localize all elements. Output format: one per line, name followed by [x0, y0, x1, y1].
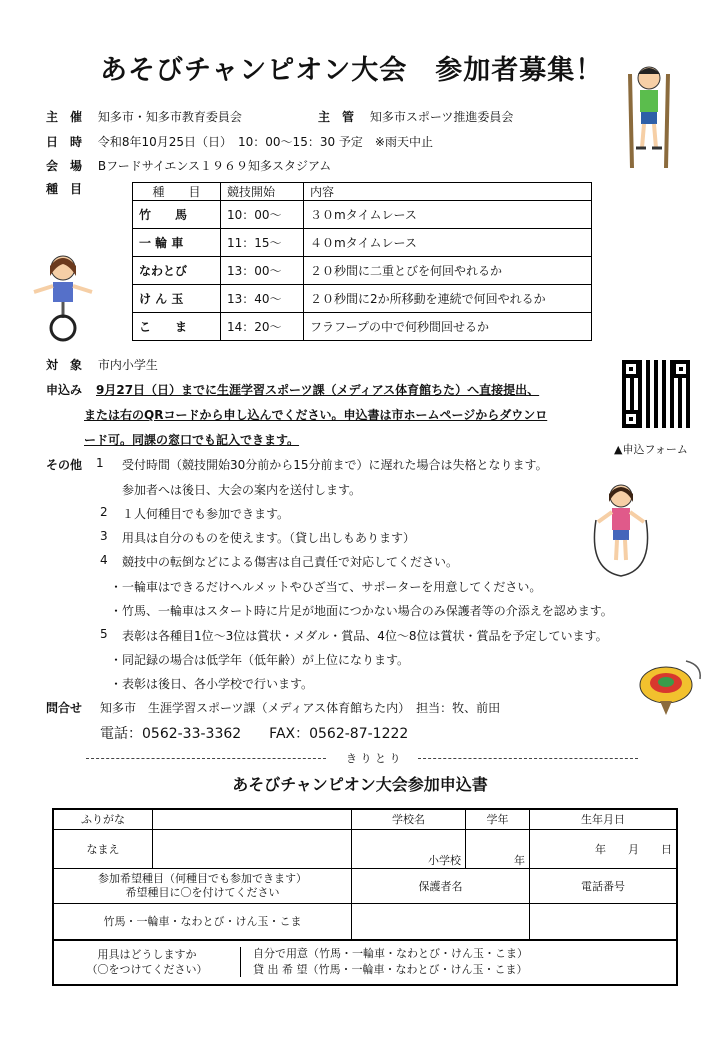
page-title: あそびチャンピオン大会 参加者募集！	[100, 55, 604, 86]
wish-options[interactable]: 竹馬・一輪車・なわとび・けん玉・こま	[53, 903, 352, 940]
birth-format: 年 月 日	[595, 842, 672, 856]
jump-rope-kid-illustration	[588, 480, 654, 580]
equipment-question	[58, 947, 241, 977]
application-form	[52, 808, 678, 986]
apply-line-1: 9月27日（日）までに生涯学習スポーツ課（メディアス体育館ちた）へ直接提出、	[96, 383, 540, 397]
header-content: 内容	[304, 183, 592, 201]
apply-line-2: または右のQRコードから申し込んでください。申込書は市ホームページからダウンロ	[84, 408, 548, 422]
header-start: 競技開始	[221, 183, 304, 201]
tel-field[interactable]	[530, 903, 678, 940]
event-desc: ２０秒間に二重とびを何回やれるか	[304, 257, 592, 285]
contact-label: 問合せ	[46, 701, 83, 715]
event-desc: ４０mタイムレース	[304, 229, 592, 257]
events-table	[132, 182, 592, 341]
name-label: なまえ	[53, 829, 153, 868]
grade-label: 学年	[466, 809, 530, 829]
stilts-kid-illustration	[622, 62, 678, 170]
contact-dept: 知多市 生涯学習スポーツ課（メディアス体育館ちた内） 担当：牧、前田	[100, 701, 501, 715]
apply-label: 申込み	[46, 383, 83, 397]
qr-code[interactable]	[622, 360, 690, 428]
name-field[interactable]	[153, 829, 352, 868]
equipment-label-2: （〇をつけてください）	[86, 963, 208, 977]
other-item: 表彰は各種目1位〜3位は賞状・メダル・賞品、4位〜8位は賞状・賞品を予定しています。	[122, 629, 608, 643]
target-label: 対 象	[46, 358, 83, 372]
event-name: 竹 馬	[133, 201, 221, 229]
date-label: 日 時	[46, 135, 83, 149]
grade-field[interactable]	[466, 829, 530, 868]
furigana-label: ふりがな	[53, 809, 153, 829]
organizer-label: 主 管	[318, 110, 355, 124]
event-desc: フラフープの中で何秒間回せるか	[304, 313, 592, 341]
host-value: 知多市・知多市教育委員会	[97, 110, 242, 124]
event-name: 一 輪 車	[133, 229, 221, 257]
other-item: 参加者へは後日、大会の案内を送付します。	[122, 483, 362, 497]
event-time: 10：00〜	[221, 201, 304, 229]
wish-label-1: 参加希望種目（何種目でも参加できます）	[98, 871, 307, 885]
event-name: け ん 玉	[133, 285, 221, 313]
birth-label: 生年月日	[530, 809, 678, 829]
event-desc: ３０mタイムレース	[304, 201, 592, 229]
wish-label-2: 希望種目に〇を付けてください	[125, 885, 280, 899]
event-time: 13：40〜	[221, 285, 304, 313]
other-item: ・同記録の場合は低学年（低年齢）が上位になります。	[110, 653, 410, 667]
other-num: 3	[100, 529, 108, 543]
event-name: なわとび	[133, 257, 221, 285]
cut-line-left	[86, 758, 326, 759]
other-item: 受付時間（競技開始30分前から15分前まで）に遅れた場合は失格となります。	[122, 458, 548, 472]
other-item: ・表彰は後日、各小学校で行います。	[110, 677, 314, 691]
event-desc: ２０秒間に2か所移動を連続で何回やれるか	[304, 285, 592, 313]
table-row	[133, 313, 592, 341]
other-num: 4	[100, 553, 108, 567]
header-event: 種 目	[133, 183, 221, 201]
furigana-field[interactable]	[153, 809, 352, 829]
other-item: 競技中の転倒などによる傷害は自己責任で対応してください。	[122, 555, 459, 569]
table-row	[133, 201, 592, 229]
venue-label: 会 場	[46, 159, 83, 173]
other-num: 2	[100, 505, 108, 519]
equipment-rent-option[interactable]: 貸 出 希 望（竹馬・一輪車・なわとび・けん玉・こま）	[253, 963, 528, 977]
table-row	[133, 285, 592, 313]
equipment-own-option[interactable]: 自分で用意（竹馬・一輪車・なわとび・けん玉・こま）	[253, 947, 528, 961]
other-item: ・竹馬、一輪車はスタート時に片足が地面につかない場合のみ保護者等の介添えを認めます。	[110, 604, 613, 618]
target-value: 市内小学生	[97, 358, 158, 372]
events-label: 種 目	[46, 182, 83, 196]
event-time: 11：15〜	[221, 229, 304, 257]
other-num: 1	[96, 456, 104, 470]
other-item: １人何種目でも参加できます。	[122, 507, 290, 521]
date-value: 令和8年10月25日（日） 10：00〜15：30 予定 ※雨天中止	[97, 135, 433, 149]
venue-value: Bフードサイエンス１９６９知多スタジアム	[97, 159, 332, 173]
school-suffix: 小学校	[428, 853, 461, 867]
guardian-label: 保護者名	[352, 868, 530, 903]
equipment-label-1: 用具はどうしますか	[97, 948, 197, 962]
organizer-value: 知多市スポーツ推進委員会	[369, 110, 514, 124]
spinning-top-illustration	[630, 655, 708, 721]
form-title: あそびチャンピオン大会参加申込書	[232, 775, 488, 794]
qr-caption: ▲申込フォーム	[614, 443, 688, 456]
event-time: 13：00〜	[221, 257, 304, 285]
other-num: 5	[100, 627, 108, 641]
school-label: 学校名	[352, 809, 466, 829]
unicycle-kid-illustration	[30, 252, 96, 344]
apply-line-3: ード可。同課の窓口でも記入できます。	[84, 433, 300, 447]
guardian-field[interactable]	[352, 903, 530, 940]
contact-phone: 電話：0562-33-3362 FAX：0562-87-1222	[100, 726, 409, 742]
cut-label: き り と り	[346, 752, 401, 765]
events-table-header	[133, 183, 592, 201]
tel-label: 電話番号	[530, 868, 678, 903]
cut-line-right	[418, 758, 638, 759]
school-field[interactable]	[352, 829, 466, 868]
table-row	[133, 257, 592, 285]
table-row	[133, 229, 592, 257]
birth-field[interactable]	[530, 829, 678, 868]
other-item: ・一輪車はできるだけヘルメットやひざ当て、サポーターを用意してください。	[110, 580, 542, 594]
host-label: 主 催	[46, 110, 83, 124]
event-name: こ ま	[133, 313, 221, 341]
other-item: 用具は自分のものを使えます。（貸し出しもあります）	[122, 531, 416, 545]
grade-suffix: 年	[514, 853, 525, 867]
event-time: 14：20〜	[221, 313, 304, 341]
other-label: その他	[46, 458, 83, 472]
